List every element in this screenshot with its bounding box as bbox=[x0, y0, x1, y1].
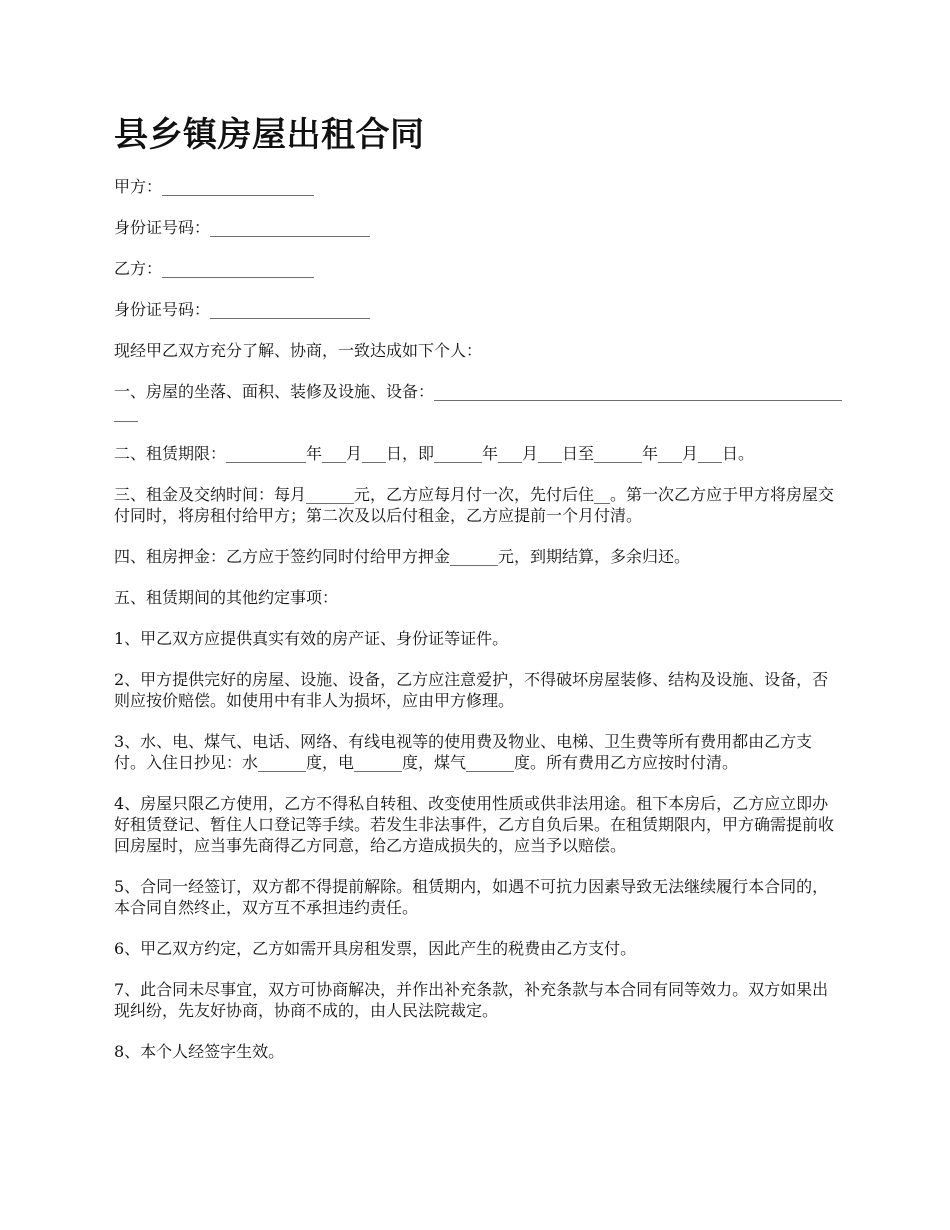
clause-2: 二、租赁期限：__________年___月___日，即______年___月___日至______年___月___日。 bbox=[114, 444, 755, 463]
party-a-id-line: 身份证号码：____________________ bbox=[114, 218, 371, 237]
party-b-line: 乙方：___________________ bbox=[114, 259, 315, 278]
item-3: 3、水、电、煤气、电话、网络、有线电视等的使用费及物业、电梯、卫生费等所有费用都由乙方支付。入住日抄见：水______度，电______度，煤气______度。所有费用乙方应按时付清。 bbox=[114, 732, 813, 772]
item-8: 8、本个人经签字生效。 bbox=[114, 1042, 285, 1061]
item-1: 1、甲乙双方应提供真实有效的房产证、身份证等证件。 bbox=[114, 629, 509, 648]
item-7: 7、此合同未尽事宜，双方可协商解决，并作出补充条款，补充条款与本合同有同等效力。双方如果出现纠纷，先友好协商，协商不成的，由人民法院裁定。 bbox=[114, 980, 829, 1020]
party-b-id-line: 身份证号码：____________________ bbox=[114, 300, 371, 319]
clause-4: 四、租房押金：乙方应于签约同时付给甲方押金______元，到期结算，多余归还。 bbox=[114, 547, 691, 566]
party-a-line: 甲方：___________________ bbox=[114, 177, 315, 196]
clause-1: 一、房屋的坐落、面积、装修及设施、设备：______________________________________________________ bbox=[114, 382, 843, 422]
item-6: 6、甲乙双方约定，乙方如需开具房租发票，因此产生的税费由乙方支付。 bbox=[114, 939, 637, 958]
item-4: 4、房屋只限乙方使用，乙方不得私自转租、改变使用性质或供非法用途。租下本房后，乙方应立即办好租赁登记、暂住人口登记等手续。若发生非法事件，乙方自负后果。在租赁期限内，甲方确需提前收回房屋时，应当事先商得乙方同意，给乙方造成损失的，应当予以赔偿。 bbox=[114, 794, 835, 855]
item-2: 2、甲方提供完好的房屋、设施、设备，乙方应注意爱护，不得破坏房屋装修、结构及设施、设备，否则应按价赔偿。如使用中有非人为损坏，应由甲方修理。 bbox=[114, 670, 829, 710]
contract-document bbox=[114, 112, 842, 1082]
clause-5: 五、租赁期间的其他约定事项： bbox=[114, 588, 339, 607]
intro-paragraph: 现经甲乙双方充分了解、协商，一致达成如下个人： bbox=[114, 341, 483, 360]
item-5: 5、合同一经签订，双方都不得提前解除。租赁期内，如遇不可抗力因素导致无法继续履行本合同的，本合同自然终止，双方互不承担违约责任。 bbox=[114, 877, 829, 917]
document-title: 县乡镇房屋出租合同 bbox=[114, 115, 425, 155]
clause-3: 三、租金及交纳时间：每月______元，乙方应每月付一次，先付后住__。第一次乙方应于甲方将房屋交付同时，将房租付给甲方；第二次及以后付租金，乙方应提前一个月付清。 bbox=[114, 485, 835, 525]
